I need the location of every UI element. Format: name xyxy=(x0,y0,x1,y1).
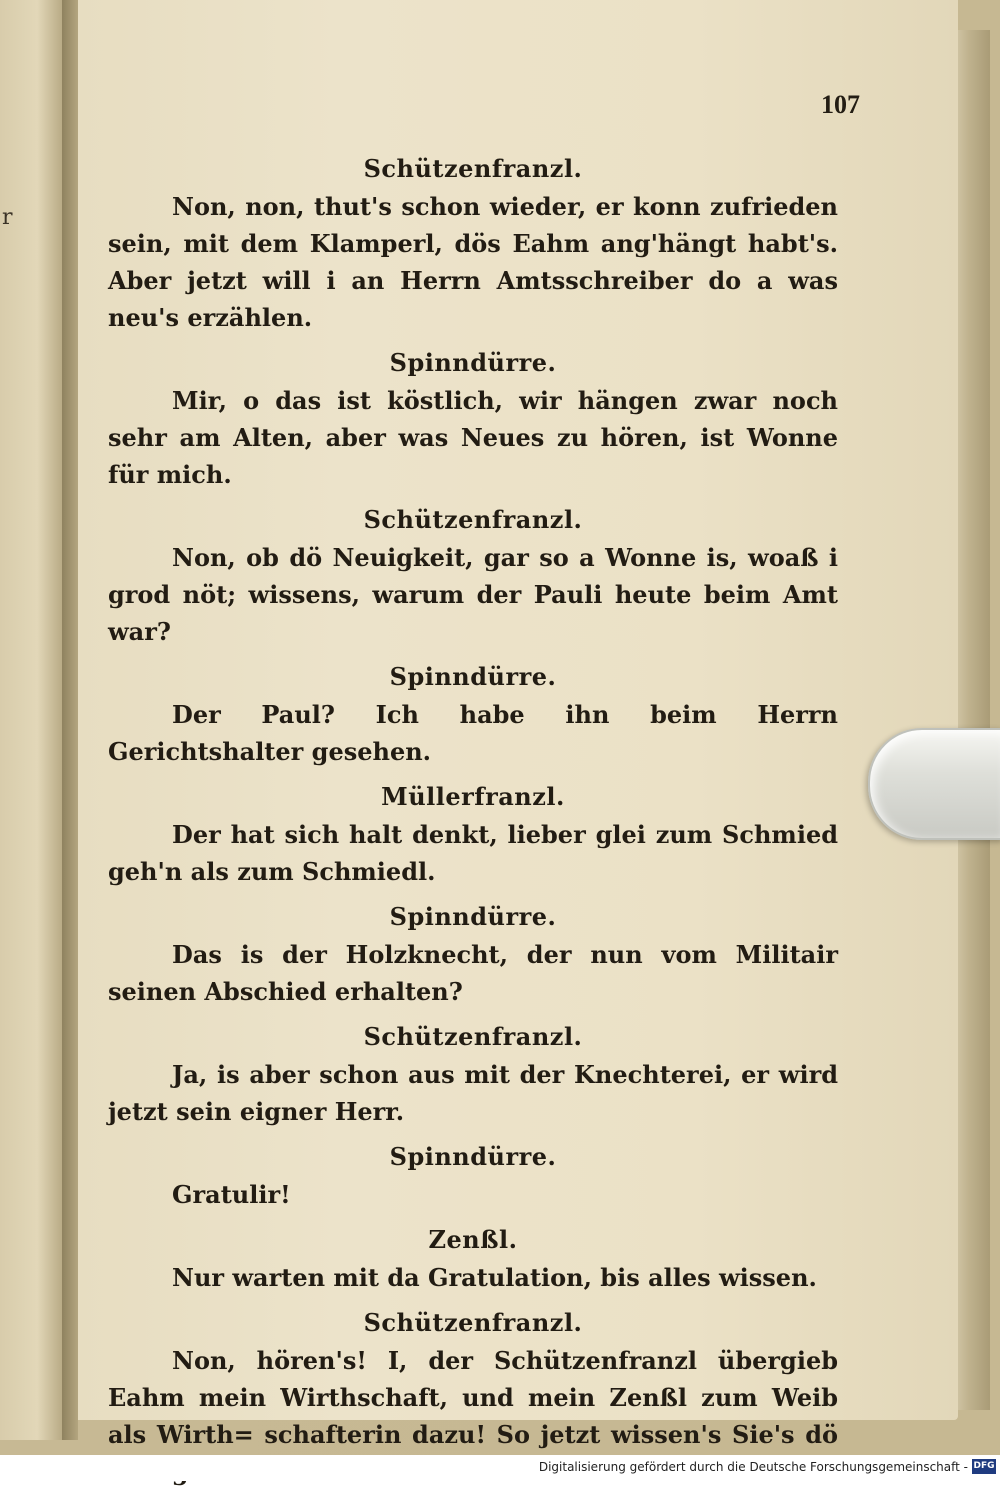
speech-text: Nur warten mit da Gratulation, bis alles wissen. xyxy=(172,1263,817,1292)
speech-text: Non, hören's! I, der Schützenfranzl übergieb Eahm mein Wirthschaft, und mein Zenßl zum Weib als Wirth= schafterin dazu! So jetzt wissen's Sie's dö xyxy=(108,1346,838,1449)
left-page-fragment: r xyxy=(2,205,13,230)
speaker-name: Schützenfranzl. xyxy=(363,1022,583,1051)
speaker-name: Schützenfranzl. xyxy=(363,1308,583,1337)
speech-text: Der Paul? Ich habe ihn beim Herrn Gerichtshalter gesehen. xyxy=(108,700,838,766)
speech-text: Mir, o das ist köstlich, wir hängen zwar noch sehr am Alten, aber was Neues zu hören, ist Wonne für mich. xyxy=(108,386,838,489)
speaker-name: Schützenfranzl. xyxy=(363,154,583,183)
speaker-name: Müllerfranzl. xyxy=(381,782,565,811)
page-number: 107 xyxy=(821,90,860,119)
speech-text: Das is der Holzknecht, der nun vom Militair seinen Abschied erhalten? xyxy=(108,940,838,1006)
speaker-name: Zenßl. xyxy=(428,1225,518,1254)
speech-text: Non, non, thut's schon wieder, er konn zufrieden sein, mit dem Klamperl, dös Eahm ang'hängt habt's. Aber jetzt will i an Herrn Amtsschreiber do a was neu's erzählen. xyxy=(108,192,838,332)
left-page-edge xyxy=(0,0,62,1440)
speech-text: Ja, is aber schon aus mit der Knechterei, er wird jetzt sein eigner Herr. xyxy=(108,1060,838,1126)
speaker-name: Spinndürre. xyxy=(389,902,557,931)
footer-credit: Digitalisierung gefördert durch die Deutsche Forschungsgemeinschaft - xyxy=(538,1460,968,1474)
footer-bar xyxy=(0,1455,1000,1481)
dfg-logo: DFG xyxy=(972,1459,996,1474)
speech-text: Non, ob dö Neuigkeit, gar so a Wonne is, woaß i grod nöt; wissens, warum der Pauli heute beim Amt war? xyxy=(108,543,838,646)
speaker-name: Schützenfranzl. xyxy=(363,505,583,534)
speaker-name: Spinndürre. xyxy=(389,348,557,377)
speaker-name: Spinndürre. xyxy=(389,1142,557,1171)
glass-page-weight xyxy=(868,728,1000,840)
speaker-name: Spinndürre. xyxy=(389,662,557,691)
book-gutter xyxy=(62,0,78,1440)
speech-text: Gratulir! xyxy=(172,1180,291,1209)
speech-text: Der hat sich halt denkt, lieber glei zum Schmied geh'n als zum Schmiedl. xyxy=(108,820,838,886)
play-text xyxy=(108,150,838,1498)
